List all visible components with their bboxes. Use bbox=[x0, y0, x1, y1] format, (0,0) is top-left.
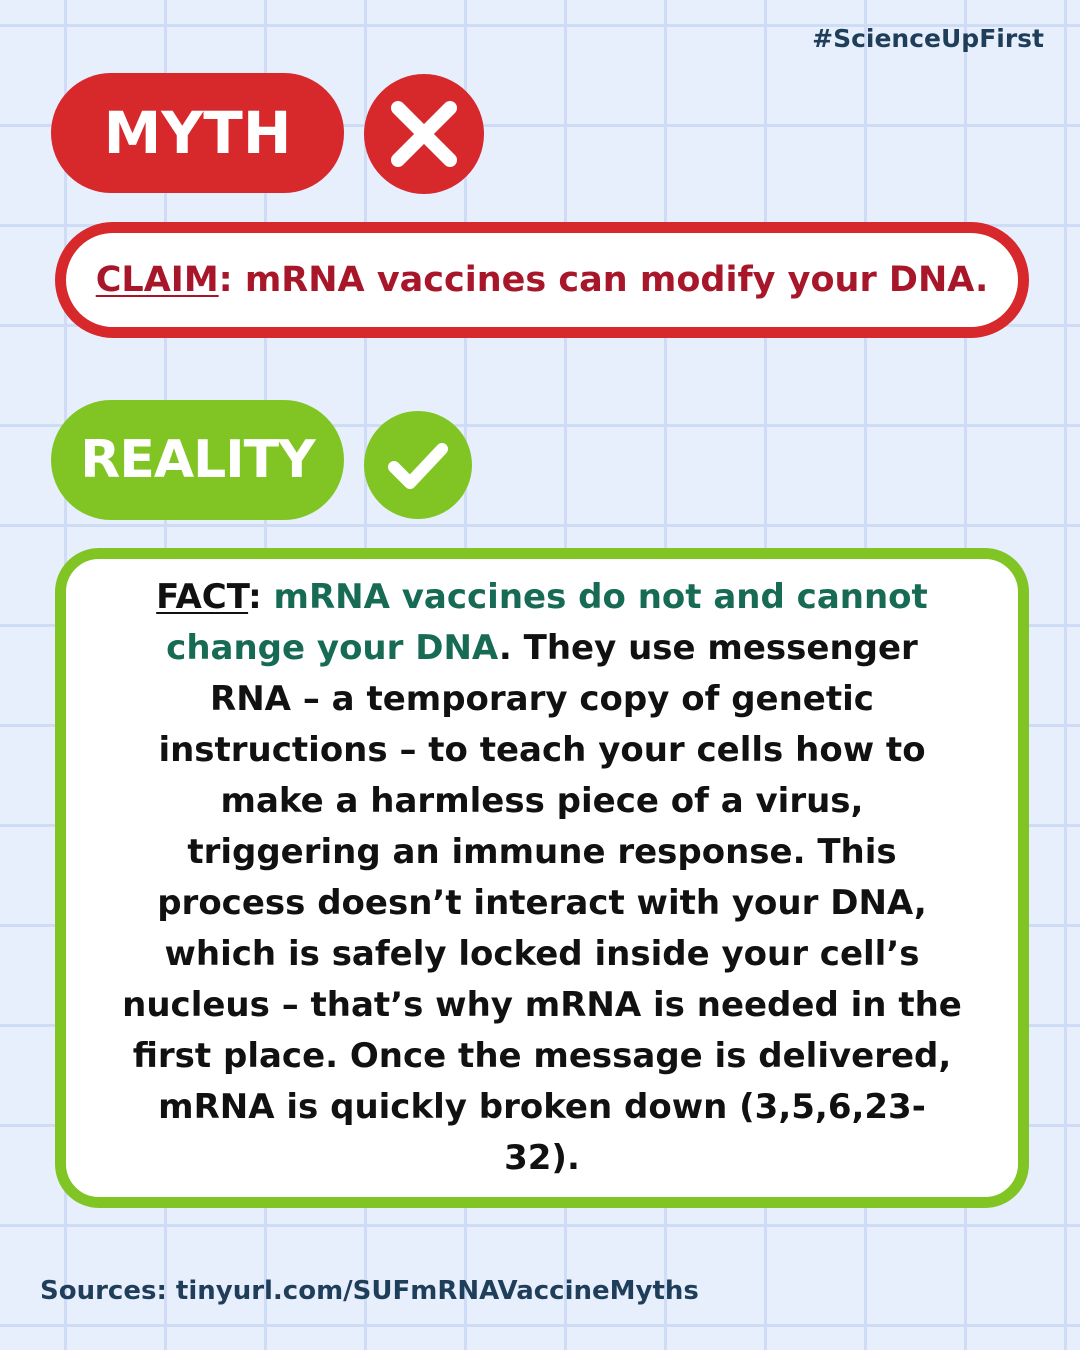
checkmark-icon bbox=[364, 411, 472, 519]
fact-box bbox=[55, 548, 1029, 1208]
sources-link: Sources: tinyurl.com/SUFmRNAVaccineMyths bbox=[40, 1276, 699, 1306]
fact-label: FACT bbox=[156, 577, 249, 617]
myth-label: MYTH bbox=[103, 99, 292, 167]
reality-badge bbox=[51, 400, 344, 520]
fact-highlight: mRNA vaccines do not and cannot change your DNA bbox=[166, 577, 928, 668]
claim-box bbox=[55, 222, 1029, 338]
claim-label: CLAIM bbox=[95, 260, 219, 300]
checkmark-icon-glyph bbox=[386, 439, 450, 491]
myth-badge bbox=[51, 73, 344, 193]
fact-separator: : bbox=[248, 577, 274, 617]
claim-text: : mRNA vaccines can modify your DNA. bbox=[218, 260, 989, 300]
close-x-icon bbox=[364, 74, 484, 194]
close-x-icon-glyph bbox=[388, 98, 460, 170]
hashtag: #ScienceUpFirst bbox=[812, 24, 1044, 53]
reality-label: REALITY bbox=[80, 430, 315, 490]
fact-text bbox=[122, 572, 962, 1184]
fact-body: . They use messenger RNA – a temporary copy of genetic instructions – to teach your cells how to make a harmless piece of a virus, triggering an immune response. This process doesn’t interact with your DNA, which is safely locked inside your cell’s nucleus – that’s why mRNA is needed in the first place. Once the message is delivered, mRNA is quickly broken down (3,5,6,23-32). bbox=[122, 628, 962, 1178]
